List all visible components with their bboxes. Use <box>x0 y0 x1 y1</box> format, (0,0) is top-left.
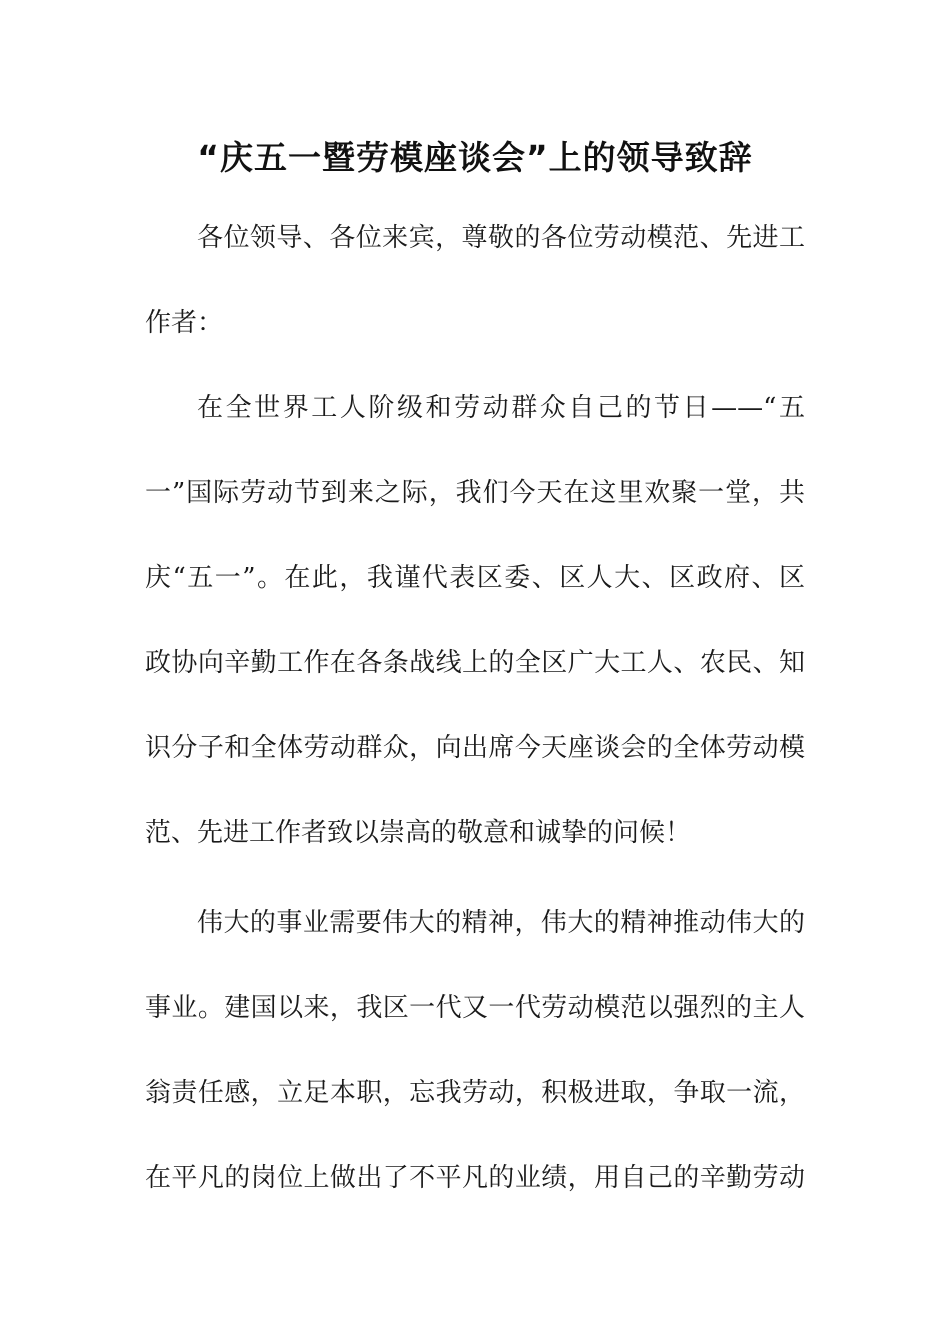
paragraph-1-line-1: 各位领导、各位来宾，尊敬的各位劳动模范、先进工 <box>197 223 805 253</box>
paragraph-3-line-2: 事业。建国以来，我区一代又一代劳动模范以强烈的主人 <box>145 993 805 1023</box>
paragraph-3-line-1: 伟大的事业需要伟大的精神，伟大的精神推动伟大的 <box>197 908 805 938</box>
paragraph-2-line-5: 识分子和全体劳动群众，向出席今天座谈会的全体劳动模 <box>145 733 805 763</box>
paragraph-2-line-6: 范、先进工作者致以崇高的敬意和诚挚的问候！ <box>145 818 692 848</box>
paragraph-2-line-3: 庆“五一”。在此，我谨代表区委、区人大、区政府、区 <box>145 563 805 593</box>
paragraph-2-line-4: 政协向辛勤工作在各条战线上的全区广大工人、农民、知 <box>145 648 805 678</box>
paragraph-3-line-4: 在平凡的岗位上做出了不平凡的业绩，用自己的辛勤劳动 <box>145 1163 805 1193</box>
paragraph-3-line-3: 翁责任感，立足本职，忘我劳动，积极进取，争取一流， <box>145 1078 805 1108</box>
paragraph-2-line-1: 在全世界工人阶级和劳动群众自己的节日——“五 <box>197 393 805 423</box>
document-title: “庆五一暨劳模座谈会”上的领导致辞 <box>197 138 753 177</box>
paragraph-1-line-2: 作者： <box>145 308 224 338</box>
paragraph-2-line-2: 一”国际劳动节到来之际，我们今天在这里欢聚一堂，共 <box>145 478 805 508</box>
